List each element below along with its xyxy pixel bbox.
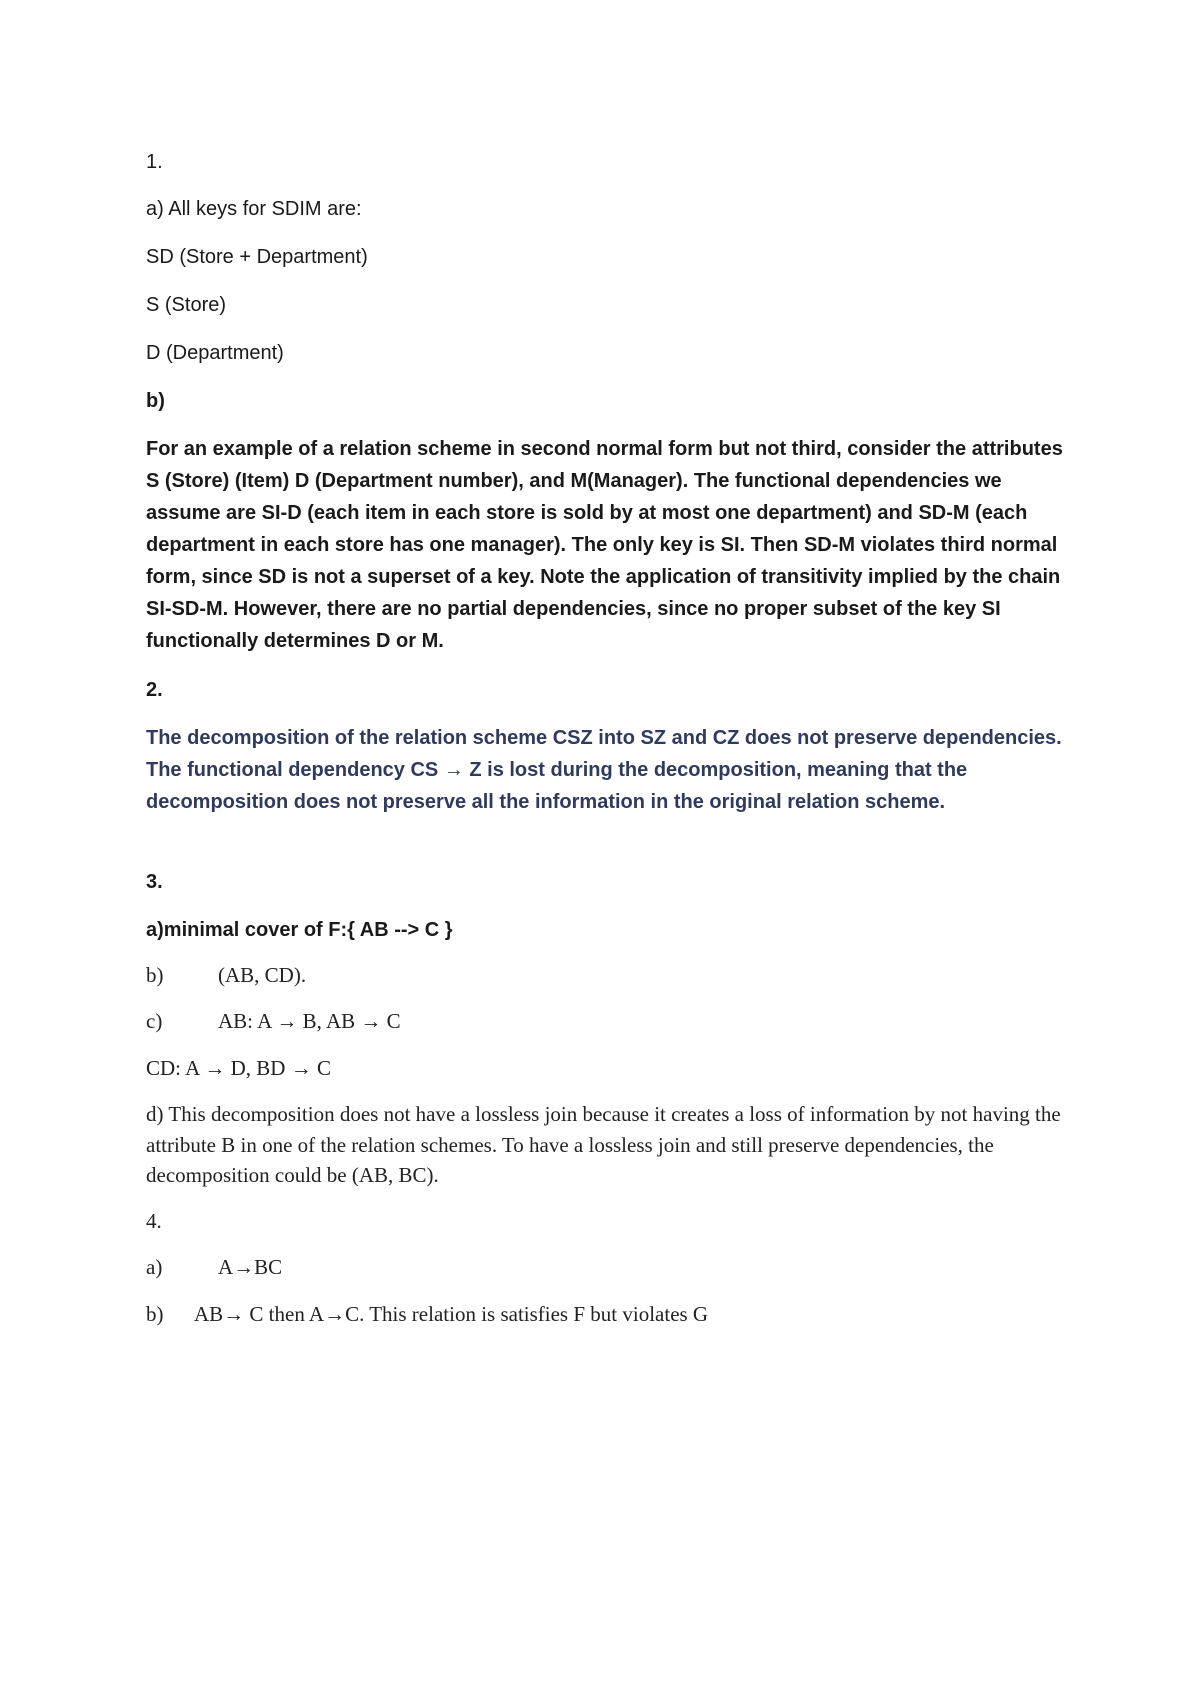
q1-b-text: For an example of a relation scheme in second normal form but not third, consider the attributes S (Store) (Item) D (Department number), and M(Manager). The functional dependencies we assume are SI-D (each item in each store is sold by at most one department) and SD-M (each department in each store has one manager). The only key is SI. Then SD-M violates third normal form, since SD is not a superset of a key. Note the application of transitivity implied by the chain SI-SD-M. However, there are no partial dependencies, since no proper subset of the key SI functionally determines D or M. [146,438,1063,652]
q1-number: 1. [146,151,163,173]
q4-b-text: AB→ C then A→C. This relation is satisfies F but violates G [194,1302,709,1326]
q1-a-label: a) All keys for SDIM are: [146,198,362,220]
q4-a-label: a) [146,1255,163,1279]
q3-c-label: c) [146,1009,163,1033]
q4-b-label: b) [146,1302,164,1326]
q3-b-text: (AB, CD). [218,963,307,987]
q1-b-label: b) [146,390,165,412]
q3-number: 3. [146,871,163,893]
q3-c [146,1006,1076,1037]
q1-key-sd: SD (Store + Department) [146,246,368,268]
q3-a: a)minimal cover of F:{ AB --> C } [146,919,453,941]
q2-text: The decomposition of the relation scheme CSZ into SZ and CZ does not preserve dependencies. The functional dependency CS → Z is lost during the decomposition, meaning that the decomposition does not preserve all the information in the original relation scheme. [146,727,1062,813]
q3-b [146,960,1076,991]
q2-number: 2. [146,679,163,701]
q3-c-text: AB: A → B, AB → C [218,1009,401,1033]
q4-a-text: A→BC [218,1255,283,1279]
q3-d: d) This decomposition does not have a lossless join because it creates a loss of information by not having the attribute B in one of the relation schemes. To have a lossless join and still preserve dependencies, the decomposition could be (AB, BC). [146,1102,1061,1187]
q1-key-s: S (Store) [146,294,227,316]
q1-key-d: D (Department) [146,342,284,364]
q3-cd: CD: A → D, BD → C [146,1056,331,1080]
q3-b-label: b) [146,963,164,987]
q4-number: 4. [146,1209,162,1233]
q4-b [146,1299,1076,1330]
q4-a [146,1252,1076,1283]
